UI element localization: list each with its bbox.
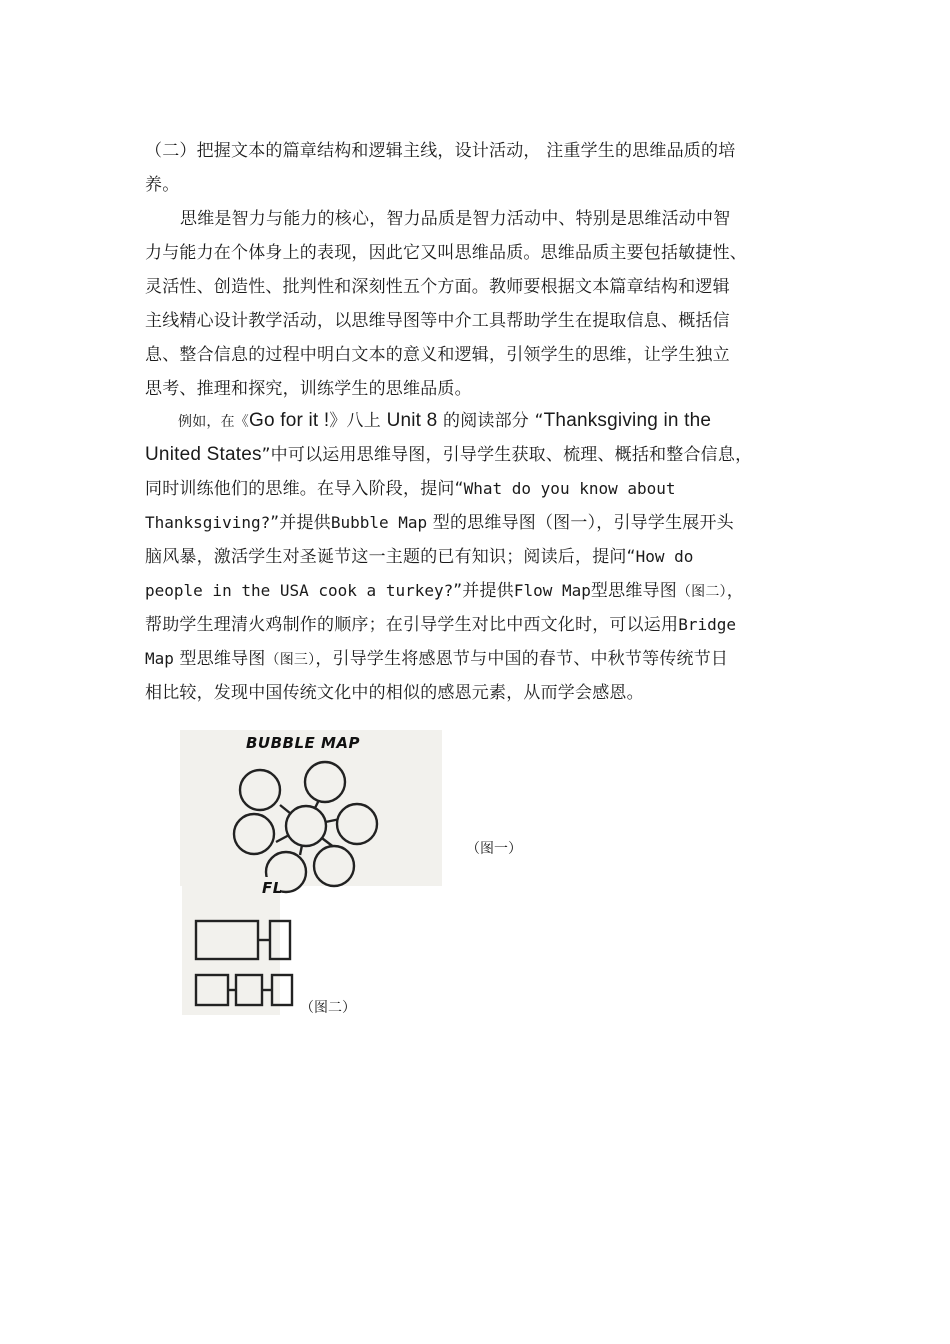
text-run: ”并提供 [453, 581, 514, 601]
paragraph-2-line-2 [145, 443, 752, 467]
paragraph-2-line-7 [145, 613, 736, 637]
text-run: ”并提供 [270, 513, 331, 533]
paragraph-2-line-1 [178, 409, 711, 434]
question-1-part-1: What do you know about [463, 479, 676, 498]
paragraph-2-line-3 [145, 477, 676, 501]
bubble-map-term: Bubble Map [330, 513, 428, 532]
figure-1-caption: （图一） [466, 841, 522, 857]
section-heading-line-2: 养。 [145, 175, 180, 195]
paragraph-1-line-5: 息、整合信息的过程中明白文本的意义和逻辑，引领学生的思维，让学生独立 [145, 345, 730, 365]
text-run: 的阅读部分 “ [437, 411, 544, 431]
text-run: 帮助学生理清火鸡制作的顺序；在引导学生对比中西文化时，可以运用 [145, 615, 679, 635]
figure-2-reference: （图二） [676, 584, 727, 600]
text-run: ， [726, 581, 744, 601]
bridge-map-term-part-1: Bridge [678, 615, 736, 634]
paragraph-2-line-4 [145, 511, 734, 535]
paragraph-2-line-6 [145, 579, 744, 604]
text-run: 例如，在《 [178, 414, 249, 430]
question-2-part-2: people in the USA cook a turkey? [145, 581, 454, 600]
text-run: 型思维导图 [590, 581, 677, 601]
reading-title-part-2: United States [145, 444, 262, 465]
reading-title-part-1: Thanksgiving in the [543, 410, 712, 431]
figure-2-caption: （图二） [300, 1000, 356, 1016]
flow-map-title: FL [262, 879, 283, 897]
text-run: 同时训练他们的思维。在导入阶段，提问“ [145, 479, 464, 499]
figure-3-reference: （图三） [265, 652, 316, 668]
text-run: 型的思维导图（图一），引导学生展开头 [427, 513, 734, 533]
text-run: 脑风暴，激活学生对圣诞节这一主题的已有知识；阅读后，提问“ [145, 547, 636, 567]
bridge-map-term-part-2: Map [145, 649, 174, 668]
paragraph-2-line-5 [145, 545, 693, 569]
question-2-part-1: How do [635, 547, 694, 566]
book-title: Go for it ! [249, 410, 330, 431]
bubble-map-diagram [180, 730, 442, 886]
flow-map-term: Flow Map [513, 581, 591, 600]
flow-map-figure [182, 877, 283, 1015]
bubble-map-figure [180, 730, 442, 886]
paragraph-1-line-3: 灵活性、创造性、批判性和深刻性五个方面。教师要根据文本篇章结构和逻辑 [145, 277, 730, 297]
bubble-map-title: BUBBLE MAP [246, 734, 361, 752]
paragraph-1-line-1: 思维是智力与能力的核心，智力品质是智力活动中、特别是思维活动中智 [180, 209, 731, 229]
section-heading-line-1: （二）把握文本的篇章结构和逻辑主线，设计活动， 注重学生的思维品质的培 [145, 141, 736, 161]
text-run: ，引导学生将感恩节与中国的春节、中秋节等传统节日 [315, 649, 729, 669]
text-run: 型思维导图 [173, 649, 266, 669]
paragraph-1-line-6: 思考、推理和探究，训练学生的思维品质。 [145, 379, 472, 399]
unit-label: Unit 8 [386, 410, 438, 431]
paragraph-1-line-4: 主线精心设计教学活动，以思维导图等中介工具帮助学生在提取信息、概括信 [145, 311, 730, 331]
text-run: 》八上 [329, 411, 387, 431]
paragraph-1-line-2: 力与能力在个体身上的表现，因此它又叫思维品质。思维品质主要包括敏捷性、 [145, 243, 747, 263]
flow-map-diagram [182, 877, 280, 1015]
question-1-part-2: Thanksgiving? [145, 513, 271, 532]
text-run: ”中可以运用思维导图，引导学生获取、梳理、概括和整合信息， [261, 445, 753, 465]
paragraph-2-line-9: 相比较，发现中国传统文化中的相似的感恩元素，从而学会感恩。 [145, 683, 644, 703]
paragraph-2-line-8 [145, 647, 728, 672]
